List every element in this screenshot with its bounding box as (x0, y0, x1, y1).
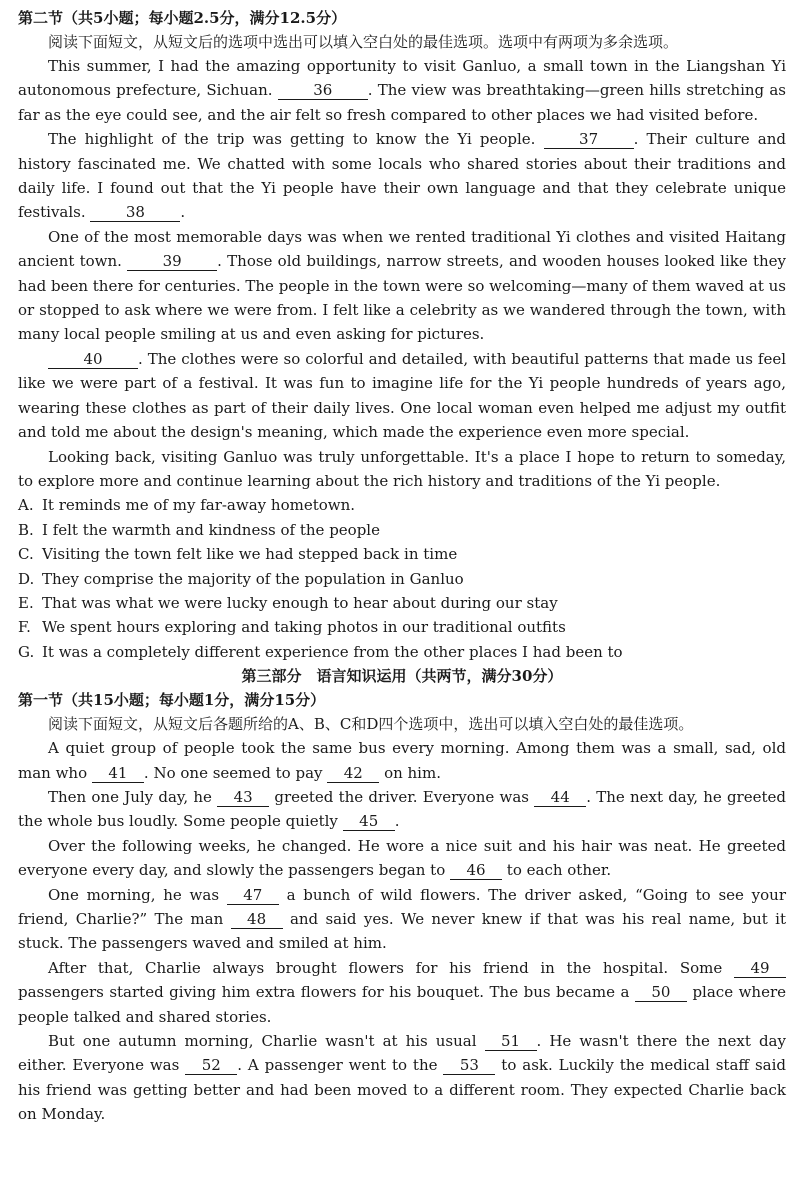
blank-49: 49 (734, 959, 786, 978)
text: After that, Charlie always brought flowers for his friend in the hospital. Some (48, 958, 723, 977)
part-3-heading: 第三部分 语言知识运用（共两节，满分30分） (241, 667, 563, 686)
text: One of the most memorable days was when we rented traditional Yi clothes and visited Haitang ancient town. (18, 227, 786, 271)
option-g (18, 640, 786, 664)
text: This summer, I had the amazing opportunity to visit Ganluo, a small town in the Liangshan Yi autonomous prefecture, Sichuan. (18, 57, 786, 100)
option-letter: G. (18, 642, 35, 661)
option-text: That was what we were lucky enough to hear about during our stay (42, 593, 558, 612)
answer-options (18, 493, 786, 664)
cloze-paragraph-3 (18, 834, 786, 883)
option-text: We spent hours exploring and taking photos in our traditional outfits (42, 618, 566, 637)
text: Over the following weeks, he changed. He wore a nice suit and his hair was neat. He greeted everyone every day, and slowly the passengers began to (18, 836, 786, 880)
option-text: I felt the warmth and kindness of the people (42, 520, 380, 539)
blank-50: 50 (635, 983, 687, 1002)
text: passengers started giving him extra flowers for his bouquet. The bus became a (18, 983, 630, 1002)
blank-36: 36 (278, 81, 368, 100)
option-text: They comprise the majority of the population in Ganluo (42, 569, 464, 588)
text: . He wasn't there the next day either. Everyone was (18, 1032, 786, 1075)
text: A quiet group of people took the same bus every morning. Among them was a small, sad, old man who (18, 739, 786, 782)
blank-43: 43 (217, 788, 269, 807)
blank-41: 41 (92, 764, 144, 783)
text: greeted the driver. Everyone was (274, 787, 529, 806)
section-1-heading: 第一节（共15小题；每小题1分，满分15分） (18, 691, 326, 710)
option-letter: B. (18, 520, 34, 539)
text: . Those old buildings, narrow streets, and wooden houses looked like they had been there for centuries. The people in the town were so welcoming—many of them waved at us or stopped to ask where we were from. I felt like a celebrity as we wandered through the town, with many local people smiling at us and even asking for pictures. (18, 252, 786, 344)
cloze-paragraph-1 (18, 736, 786, 785)
text: . A passenger went to the (237, 1056, 438, 1075)
option-letter: C. (18, 545, 34, 564)
text: . The next day, he greeted the whole bus loudly. Some people quietly (18, 787, 786, 831)
cloze-paragraph-2 (18, 785, 786, 834)
text: Then one July day, he (48, 787, 212, 806)
text: But one autumn morning, Charlie wasn't at his usual (48, 1032, 477, 1051)
text: to ask. Luckily the medical staff said his friend was getting better and had been moved to a different room. They expected Charlie back on Monday. (18, 1056, 786, 1124)
text: . The clothes were so colorful and detailed, with beautiful patterns that made us feel like we were part of a festival. It was fun to imagine life for the Yi people hundreds of years ago, wearing these clothes as part of their daily lives. One local woman even helped me adjust my outfit and told me about the design's meaning, which made the experience even more special. (18, 349, 786, 442)
passage-paragraph-5: Looking back, visiting Ganluo was truly unforgettable. It's a place I hope to return to someday, to explore more and continue learning about the rich history and traditions of the Yi people. (18, 447, 786, 490)
blank-45: 45 (343, 812, 395, 831)
option-letter: F. (18, 618, 31, 637)
passage-paragraph-4 (18, 347, 786, 445)
cloze-paragraph-4 (18, 883, 786, 956)
option-c (18, 542, 786, 566)
cloze-paragraph-6 (18, 1029, 786, 1127)
passage-paragraph-3 (18, 225, 786, 347)
text: to each other. (506, 861, 612, 880)
blank-51: 51 (485, 1032, 537, 1051)
blank-46: 46 (450, 861, 502, 880)
option-text: It reminds me of my far-away hometown. (42, 496, 356, 515)
option-b (18, 518, 786, 542)
blank-44: 44 (534, 788, 586, 807)
blank-38: 38 (90, 203, 180, 222)
text: . Their culture and history fascinated me. We chatted with some locals who shared stories about their traditions and daily life. I found out that the Yi people have their own language and that they celebrate unique festivals. (18, 130, 786, 222)
cloze-paragraph-5 (18, 956, 786, 1029)
option-a (18, 493, 786, 517)
blank-47: 47 (227, 886, 279, 905)
text: . (180, 203, 186, 222)
option-letter: E. (18, 593, 34, 612)
text: a bunch of wild flowers. The driver asked, “Going to see your friend, Charlie?” The man (18, 885, 786, 928)
section-2-heading: 第二节（共5小题；每小题2.5分，满分12.5分） (18, 9, 347, 27)
blank-53: 53 (443, 1056, 495, 1075)
text: One morning, he was (48, 885, 220, 904)
section-1-instruction: 阅读下面短文，从短文后各题所给的A、B、C和D四个选项中，选出可以填入空白处的最佳选项。 (48, 715, 694, 734)
option-letter: A. (18, 496, 34, 515)
option-text: It was a completely different experience from the other places I had been to (42, 642, 623, 661)
text: . No one seemed to pay (143, 763, 323, 782)
passage-paragraph-1 (18, 54, 786, 127)
blank-37: 37 (544, 130, 634, 149)
text: The highlight of the trip was getting to know the Yi people. (48, 130, 536, 149)
option-letter: D. (18, 569, 35, 588)
option-f (18, 615, 786, 639)
option-text: Visiting the town felt like we had stepped back in time (42, 545, 458, 564)
blank-42: 42 (327, 764, 379, 783)
passage-paragraph-2 (18, 127, 786, 225)
blank-39: 39 (127, 252, 217, 271)
section-2-instruction: 阅读下面短文，从短文后的选项中选出可以填入空白处的最佳选项。选项中有两项为多余选项。 (48, 33, 679, 51)
option-d (18, 567, 786, 591)
text: . (394, 812, 400, 831)
text: on him. (384, 763, 441, 782)
blank-52: 52 (185, 1056, 237, 1075)
text: place where people talked and shared stories. (18, 983, 786, 1026)
text: . The view was breathtaking—green hills stretching as far as the eye could see, and the air felt so fresh compared to other places we had visited before. (18, 81, 786, 124)
blank-48: 48 (231, 910, 283, 929)
option-e (18, 591, 786, 615)
text: and said yes. We never knew if that was his real name, but it stuck. The passengers waved and smiled at him. (18, 910, 786, 953)
blank-40: 40 (48, 350, 138, 369)
